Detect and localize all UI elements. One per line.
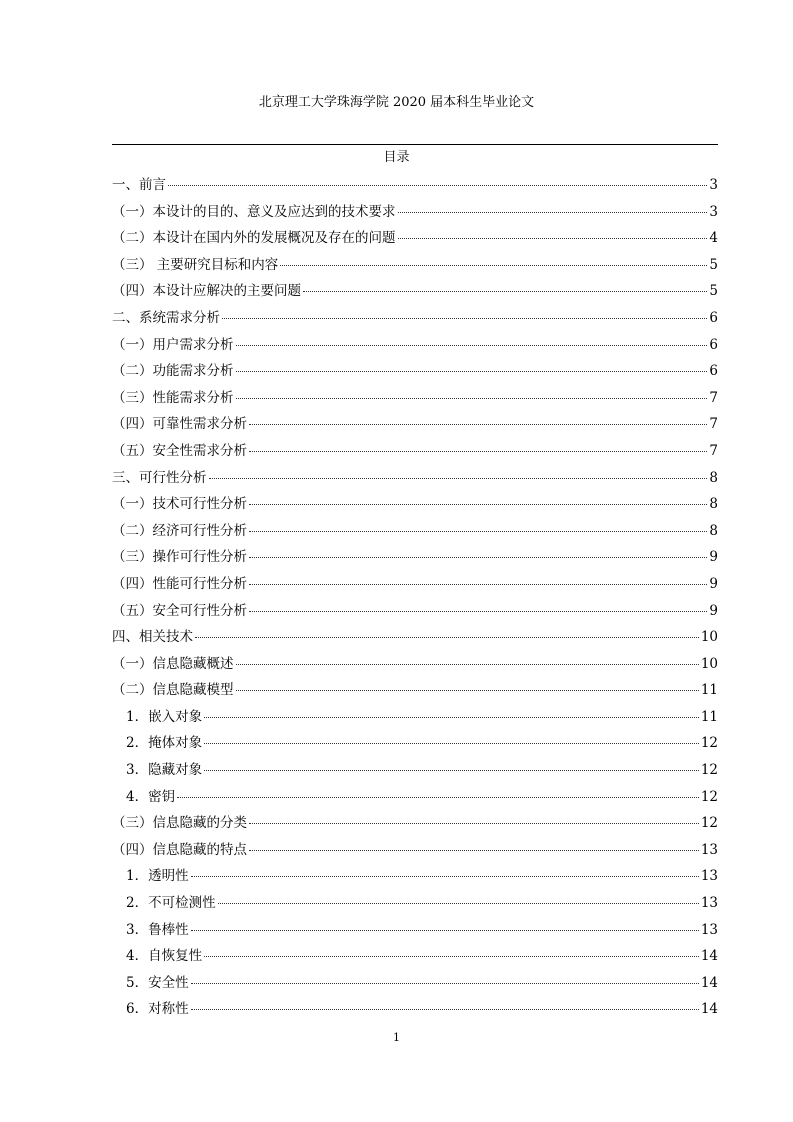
toc-entry-page: 3 — [709, 203, 718, 220]
toc-dot-leader — [204, 770, 699, 771]
toc-entry[interactable] — [112, 468, 718, 495]
toc-entry-label: （四）信息隐藏的特点 — [112, 841, 247, 858]
page-number: 1 — [393, 1031, 400, 1044]
toc-entry-label: （三）性能需求分析 — [112, 389, 234, 406]
toc-entry-page: 6 — [709, 309, 718, 326]
toc-entry-page: 8 — [709, 469, 718, 486]
toc-dot-leader — [191, 983, 699, 984]
toc-entry-label: 1．透明性 — [126, 868, 189, 885]
toc-entry[interactable] — [112, 813, 718, 840]
toc-entry[interactable] — [112, 547, 718, 574]
toc-entry[interactable] — [112, 494, 718, 521]
toc-entry-label: （二）功能需求分析 — [112, 363, 234, 380]
toc-entry[interactable] — [112, 840, 718, 867]
toc-entry-label: （二）本设计在国内外的发展概况及存在的问题 — [112, 230, 396, 247]
toc-entry-page: 14 — [700, 1001, 718, 1018]
toc-entry-page: 14 — [700, 974, 718, 991]
toc-entry-page: 10 — [700, 655, 718, 672]
toc-dot-leader — [249, 584, 707, 585]
toc-entry-label: （二）信息隐藏模型 — [112, 682, 234, 699]
toc-dot-leader — [236, 371, 708, 372]
toc-entry[interactable] — [112, 733, 718, 760]
toc-entry-page: 7 — [709, 442, 718, 459]
toc-dot-leader — [236, 345, 708, 346]
toc-entry-page: 8 — [709, 496, 718, 513]
toc-dot-leader — [249, 557, 707, 558]
toc-entry[interactable] — [112, 946, 718, 973]
toc-dot-leader — [191, 930, 699, 931]
toc-entry-page: 12 — [700, 735, 718, 752]
toc-entry[interactable] — [112, 973, 718, 1000]
toc-entry-label: （五）安全可行性分析 — [112, 602, 247, 619]
toc-entry[interactable] — [112, 335, 718, 362]
toc-dot-leader — [191, 876, 699, 877]
toc-dot-leader — [249, 531, 707, 532]
toc-entry-page: 6 — [709, 363, 718, 380]
toc-entry[interactable] — [112, 308, 718, 335]
toc-entry-label: （一）技术可行性分析 — [112, 496, 247, 513]
toc-entry[interactable] — [112, 388, 718, 415]
toc-entry[interactable] — [112, 707, 718, 734]
toc-entry[interactable] — [112, 281, 718, 308]
toc-dot-leader — [249, 823, 699, 824]
toc-entry-page: 7 — [709, 389, 718, 406]
toc-entry-label: （三）操作可行性分析 — [112, 549, 247, 566]
toc-entry[interactable] — [112, 521, 718, 548]
toc-entry-page: 13 — [700, 895, 718, 912]
toc-entry[interactable] — [112, 893, 718, 920]
toc-entry-page: 6 — [709, 336, 718, 353]
toc-dot-leader — [177, 797, 699, 798]
toc-entry-page: 11 — [700, 708, 718, 725]
toc-dot-leader — [209, 478, 708, 479]
toc-entry[interactable] — [112, 654, 718, 681]
toc-entry-label: （四）本设计应解决的主要问题 — [112, 283, 301, 300]
toc-entry-label: 3．鲁棒性 — [126, 921, 189, 938]
toc-entry-label: （二）经济可行性分析 — [112, 522, 247, 539]
toc-entry[interactable] — [112, 361, 718, 388]
toc-entry-page: 5 — [709, 283, 718, 300]
toc-dot-leader — [398, 212, 708, 213]
toc-dot-leader — [195, 637, 699, 638]
toc-entry[interactable] — [112, 441, 718, 468]
toc-entry-label: 四、相关技术 — [112, 629, 193, 646]
toc-entry-page: 9 — [709, 602, 718, 619]
toc-entry-label: 1．嵌入对象 — [126, 708, 203, 725]
toc-dot-leader — [249, 504, 707, 505]
toc-entry-page: 12 — [700, 788, 718, 805]
toc-entry-label: 2．掩体对象 — [126, 735, 203, 752]
toc-title: 目录 — [383, 150, 410, 165]
toc-entry[interactable] — [112, 414, 718, 441]
toc-entry-label: 6．对称性 — [126, 1001, 189, 1018]
toc-entry[interactable] — [112, 175, 718, 202]
toc-dot-leader — [236, 398, 708, 399]
toc-entry-page: 7 — [709, 416, 718, 433]
toc-dot-leader — [398, 238, 708, 239]
table-of-contents — [112, 175, 718, 1026]
toc-entry-label: 2．不可检测性 — [126, 895, 216, 912]
toc-entry-label: （五）安全性需求分析 — [112, 442, 247, 459]
toc-dot-leader — [168, 185, 707, 186]
toc-entry-page: 12 — [700, 762, 718, 779]
toc-dot-leader — [204, 743, 699, 744]
toc-entry[interactable] — [112, 601, 718, 628]
toc-dot-leader — [280, 265, 707, 266]
toc-entry[interactable] — [112, 787, 718, 814]
toc-entry-page: 13 — [700, 868, 718, 885]
toc-dot-leader — [249, 451, 707, 452]
toc-entry-page: 4 — [709, 230, 718, 247]
toc-entry-label: （一）信息隐藏概述 — [112, 655, 234, 672]
toc-entry[interactable] — [112, 228, 718, 255]
toc-dot-leader — [249, 850, 699, 851]
toc-dot-leader — [204, 956, 699, 957]
toc-entry-label: （一）用户需求分析 — [112, 336, 234, 353]
toc-entry[interactable] — [112, 920, 718, 947]
toc-entry-label: （四）性能可行性分析 — [112, 575, 247, 592]
toc-dot-leader — [249, 611, 707, 612]
toc-entry-page: 5 — [709, 256, 718, 273]
toc-entry-label: （四）可靠性需求分析 — [112, 416, 247, 433]
toc-entry-page: 12 — [700, 815, 718, 832]
toc-entry[interactable] — [112, 255, 718, 282]
toc-entry-page: 14 — [700, 948, 718, 965]
toc-entry-label: 3．隐藏对象 — [126, 762, 203, 779]
toc-dot-leader — [222, 318, 707, 319]
toc-entry-label: （三）信息隐藏的分类 — [112, 815, 247, 832]
toc-entry[interactable] — [112, 866, 718, 893]
toc-dot-leader — [218, 903, 699, 904]
toc-entry-label: 二、系统需求分析 — [112, 309, 220, 326]
toc-entry[interactable] — [112, 999, 718, 1026]
toc-entry-page: 11 — [700, 682, 718, 699]
toc-entry-label: 4．自恢复性 — [126, 948, 203, 965]
toc-entry-page: 10 — [700, 629, 718, 646]
toc-dot-leader — [249, 424, 707, 425]
toc-dot-leader — [191, 1009, 699, 1010]
toc-entry-label: 5．安全性 — [126, 974, 189, 991]
toc-entry-label: 三、可行性分析 — [112, 469, 207, 486]
toc-dot-leader — [236, 664, 699, 665]
toc-entry[interactable] — [112, 760, 718, 787]
toc-entry-page: 3 — [709, 177, 718, 193]
toc-entry-page: 13 — [700, 921, 718, 938]
toc-entry-page: 9 — [709, 549, 718, 566]
page-header: 北京理工大学珠海学院 2020 届本科生毕业论文 — [258, 95, 535, 110]
toc-entry-page: 8 — [709, 522, 718, 539]
toc-entry[interactable] — [112, 574, 718, 601]
toc-entry[interactable] — [112, 680, 718, 707]
toc-entry-page: 13 — [700, 841, 718, 858]
toc-dot-leader — [204, 717, 699, 718]
toc-entry[interactable] — [112, 202, 718, 229]
header-rule — [112, 144, 718, 145]
toc-entry[interactable] — [112, 627, 718, 654]
toc-entry-label: （一）本设计的目的、意义及应达到的技术要求 — [112, 203, 396, 220]
toc-entry-label: 4．密钥 — [126, 788, 176, 805]
toc-entry-page: 9 — [709, 575, 718, 592]
toc-dot-leader — [236, 690, 699, 691]
toc-entry-label: 一、前言 — [112, 177, 166, 193]
toc-entry-label: （三） 主要研究目标和内容 — [112, 256, 279, 273]
toc-dot-leader — [303, 291, 707, 292]
